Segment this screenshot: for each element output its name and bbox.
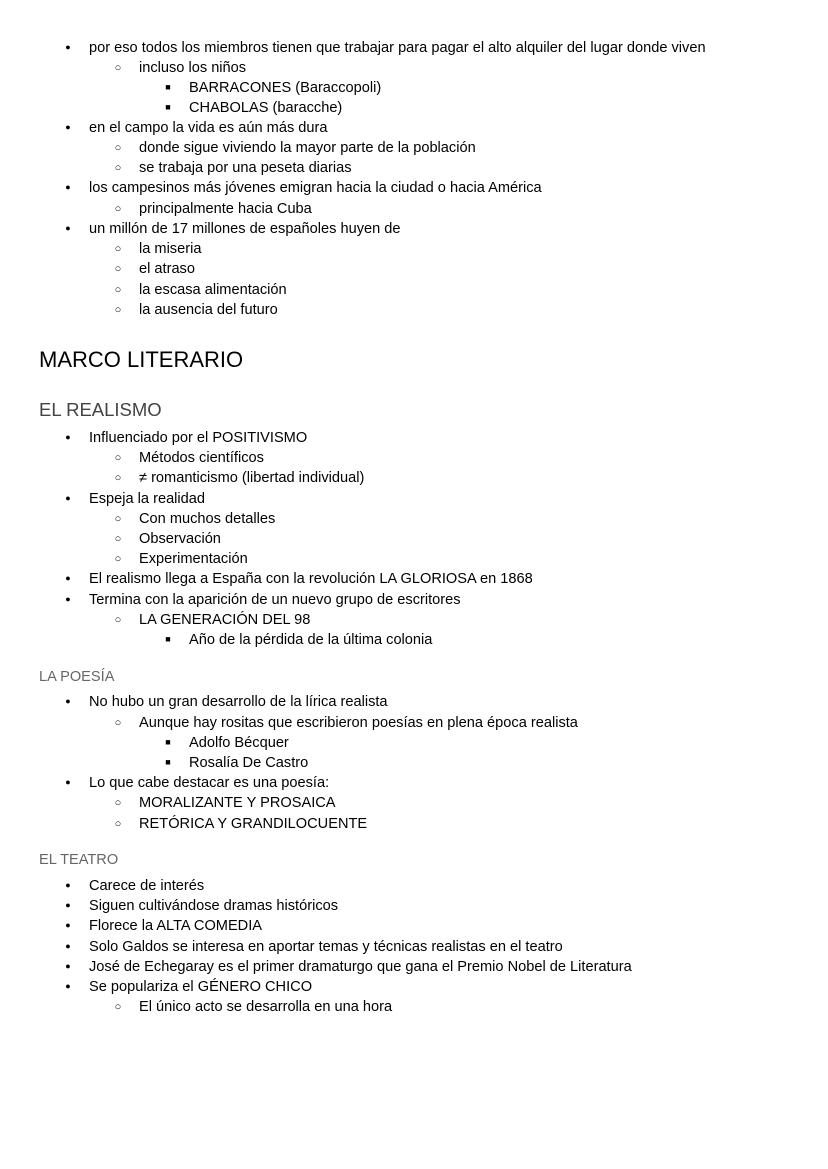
- bullet-square-icon: [158, 98, 178, 119]
- list-item-text: Aunque hay rositas que escribieron poesías en plena época realista: [139, 715, 578, 731]
- list-item-text: Espeja la realidad: [89, 491, 206, 507]
- bullet-disc-icon: [58, 569, 78, 590]
- list-item-text: Siguen cultivándose dramas históricos: [89, 898, 339, 914]
- list-item-text: en el campo la vida es aún más dura: [89, 120, 328, 136]
- list-item-text: la miseria: [139, 241, 202, 257]
- bullet-circle-icon: [108, 509, 128, 530]
- bullet-circle-icon: [108, 158, 128, 179]
- bullet-circle-icon: [108, 814, 128, 835]
- bullet-circle-icon: [108, 793, 128, 814]
- bullet-circle-icon: [108, 199, 128, 220]
- list-item-text: CHABOLAS (baracche): [189, 100, 343, 116]
- list-item-text: RETÓRICA Y GRANDILOCUENTE: [139, 816, 368, 832]
- bullet-circle-icon: [108, 997, 128, 1018]
- bullet-circle-icon: [108, 138, 128, 159]
- bullet-disc-icon: [58, 38, 78, 59]
- list-item-text: Influenciado por el POSITIVISMO: [89, 430, 308, 446]
- bullet-circle-icon: [108, 610, 128, 631]
- list-item-text: incluso los niños: [139, 60, 247, 76]
- list-item-text: ≠ romanticismo (libertad individual): [139, 470, 365, 486]
- bullet-disc-icon: [58, 896, 78, 917]
- list-item-text: Carece de interés: [89, 878, 205, 894]
- minor-heading: LA POESÍA: [39, 669, 115, 685]
- list-item-text: MORALIZANTE Y PROSAICA: [139, 795, 336, 811]
- bullet-square-icon: [158, 733, 178, 754]
- list-item-text: principalmente hacia Cuba: [139, 201, 312, 217]
- list-item-text: Rosalía De Castro: [189, 755, 309, 771]
- list-item-text: Adolfo Bécquer: [189, 735, 289, 751]
- bullet-disc-icon: [58, 178, 78, 199]
- list-item-text: se trabaja por una peseta diarias: [139, 160, 352, 176]
- list-item-text: donde sigue viviendo la mayor parte de la población: [139, 140, 476, 156]
- list-item-text: Florece la ALTA COMEDIA: [89, 918, 263, 934]
- list-item-text: No hubo un gran desarrollo de la lírica realista: [89, 694, 388, 710]
- subsection-heading: EL REALISMO: [39, 399, 162, 420]
- list-item-text: el atraso: [139, 261, 195, 277]
- bullet-disc-icon: [58, 428, 78, 449]
- bullet-circle-icon: [108, 529, 128, 550]
- list-item-text: Año de la pérdida de la última colonia: [189, 632, 433, 648]
- list-item-text: Experimentación: [139, 551, 248, 567]
- bullet-disc-icon: [58, 977, 78, 998]
- bullet-circle-icon: [108, 468, 128, 489]
- bullet-square-icon: [158, 753, 178, 774]
- list-item-text: Solo Galdos se interesa en aportar temas y técnicas realistas en el teatro: [89, 939, 563, 955]
- bullet-disc-icon: [58, 876, 78, 897]
- list-item-text: Observación: [139, 531, 221, 547]
- list-item-text: El único acto se desarrolla en una hora: [139, 999, 393, 1015]
- list-item-text: Termina con la aparición de un nuevo grupo de escritores: [89, 592, 461, 608]
- bullet-square-icon: [158, 78, 178, 99]
- list-item-text: Se populariza el GÉNERO CHICO: [89, 979, 313, 995]
- bullet-circle-icon: [108, 549, 128, 570]
- list-item-text: Métodos científicos: [139, 450, 264, 466]
- list-item-text: la ausencia del futuro: [139, 302, 278, 318]
- list-item-text: por eso todos los miembros tienen que trabajar para pagar el alto alquiler del lugar donde viven: [89, 40, 706, 56]
- bullet-disc-icon: [58, 692, 78, 713]
- bullet-disc-icon: [58, 773, 78, 794]
- list-item-text: la escasa alimentación: [139, 282, 287, 298]
- bullet-disc-icon: [58, 118, 78, 139]
- bullet-disc-icon: [58, 916, 78, 937]
- list-item-text: un millón de 17 millones de españoles huyen de: [89, 221, 401, 237]
- list-item-text: Con muchos detalles: [139, 511, 276, 527]
- bullet-circle-icon: [108, 239, 128, 260]
- bullet-circle-icon: [108, 58, 128, 79]
- bullet-disc-icon: [58, 957, 78, 978]
- bullet-disc-icon: [58, 590, 78, 611]
- list-item-text: BARRACONES (Baraccopoli): [189, 80, 382, 96]
- bullet-square-icon: [158, 630, 178, 651]
- minor-heading: EL TEATRO: [39, 852, 119, 868]
- bullet-circle-icon: [108, 713, 128, 734]
- section-heading: MARCO LITERARIO: [39, 347, 244, 372]
- bullet-disc-icon: [58, 489, 78, 510]
- bullet-circle-icon: [108, 300, 128, 321]
- list-item-text: El realismo llega a España con la revolución LA GLORIOSA en 1868: [89, 571, 533, 587]
- list-item-text: los campesinos más jóvenes emigran hacia la ciudad o hacia América: [89, 180, 542, 196]
- list-item-text: Lo que cabe destacar es una poesía:: [89, 775, 330, 791]
- list-item-text: LA GENERACIÓN DEL 98: [139, 612, 311, 628]
- bullet-circle-icon: [108, 280, 128, 301]
- bullet-circle-icon: [108, 259, 128, 280]
- bullet-circle-icon: [108, 448, 128, 469]
- bullet-disc-icon: [58, 219, 78, 240]
- list-item-text: José de Echegaray es el primer dramaturgo que gana el Premio Nobel de Literatura: [89, 959, 632, 975]
- bullet-disc-icon: [58, 937, 78, 958]
